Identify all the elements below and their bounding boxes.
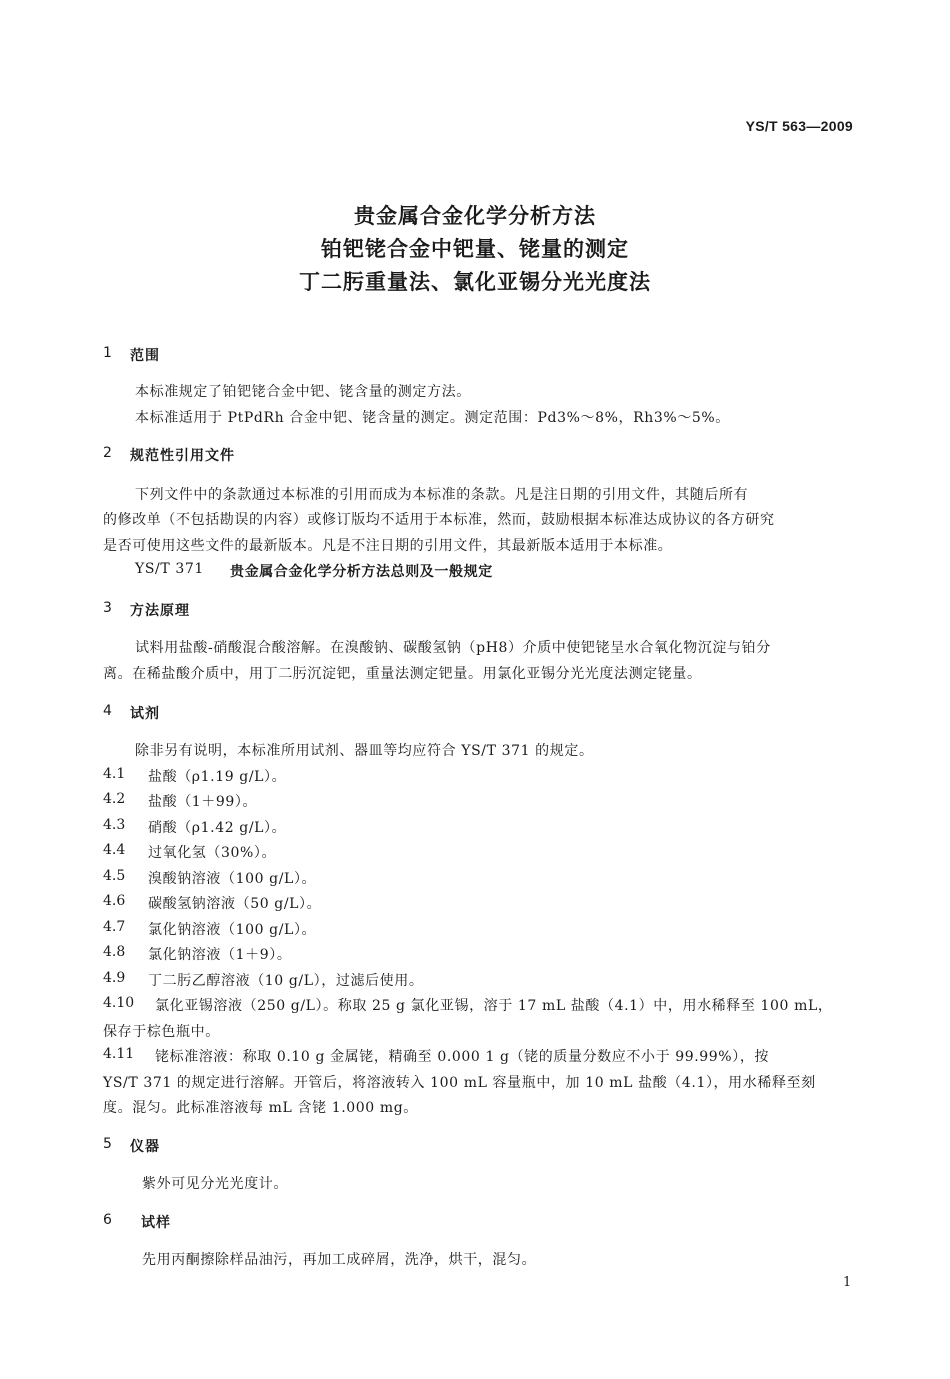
section-1-para-2: 本标准适用于 PtPdRh 合金中钯、铑含量的测定。测定范围：Pd3%～8%，Rh3%～5%。 [135,410,730,426]
section-3-title: 方法原理 [130,603,190,619]
doc-title-line-3: 丁二肟重量法、氯化亚锡分光光度法 [299,270,651,294]
section-6-title: 试样 [141,1215,171,1231]
reagent-text: 碳酸氢钠溶液（50 g/L）。 [148,896,322,912]
reagent-number: 4.7 [103,919,126,935]
reagent-text: 丁二肟乙醇溶液（10 g/L），过滤后使用。 [148,973,424,989]
reagent-number: 4.4 [103,842,126,858]
reagent-4-11-line-1: 铑标准溶液：称取 0.10 g 金属铑，精确至 0.000 1 g（铑的质量分数应不小于 99.99%），按 [155,1049,770,1065]
reagent-4-11-line-3: 度。混匀。此标准溶液每 mL 含铑 1.000 mg。 [103,1100,418,1116]
section-4-number: 4 [103,703,112,719]
section-3-number: 3 [103,600,112,616]
section-1-title: 范围 [130,348,160,364]
reagent-number: 4.1 [103,766,126,782]
reagent-text: 氯化钠溶液（100 g/L）。 [148,922,317,938]
reagent-number: 4.6 [103,893,126,909]
reagent-4-10-line-2: 保存于棕色瓶中。 [103,1024,220,1040]
section-2-line-3: 是否可使用这些文件的最新版本。凡是不注日期的引用文件，其最新版本适用于本标准。 [103,538,673,554]
reagent-text: 硝酸（ρ1.42 g/L）。 [148,820,287,836]
reagent-number: 4.8 [103,944,126,960]
reagent-number: 4.5 [103,868,126,884]
reagent-text: 溴酸钠溶液（100 g/L）。 [148,871,317,887]
reference-title: 贵金属合金化学分析方法总则及一般规定 [230,564,493,580]
reagent-4-11-line-2: YS/T 371 的规定进行溶解。开管后，将溶液转入 100 mL 容量瓶中，加 10 mL 盐酸（4.1），用水稀释至刻 [103,1075,816,1091]
section-2-title: 规范性引用文件 [130,448,235,464]
section-2-number: 2 [103,445,112,461]
doc-title-line-2: 铂钯铑合金中钯量、铑量的测定 [321,237,629,261]
section-5-title: 仪器 [130,1139,160,1155]
reagent-text: 过氧化氢（30%）。 [148,845,277,861]
reagent-number: 4.2 [103,791,126,807]
section-2-line-2: 的修改单（不包括勘误的内容）或修订版均不适用于本标准，然而，鼓励根据本标准达成协议的各方研究 [103,512,775,528]
section-6-para-1: 先用丙酮擦除样品油污，再加工成碎屑，洗净，烘干，混匀。 [142,1252,537,1268]
reagent-number: 4.11 [103,1046,135,1062]
reagent-text: 盐酸（1＋99）。 [148,794,258,810]
page-number: 1 [843,1275,852,1290]
section-4-intro: 除非另有说明，本标准所用试剂、器皿等均应符合 YS/T 371 的规定。 [135,743,594,759]
doc-title-line-1: 贵金属合金化学分析方法 [354,204,596,228]
section-6-number: 6 [103,1212,112,1228]
reagent-4-10-line-1: 氯化亚锡溶液（250 g/L）。称取 25 g 氯化亚锡，溶于 17 mL 盐酸（4.1）中，用水稀释至 100 mL， [155,998,833,1014]
reference-code: YS/T 371 [135,561,204,577]
section-1-para-1: 本标准规定了铂钯铑合金中钯、铑含量的测定方法。 [135,384,471,400]
reagent-text: 盐酸（ρ1.19 g/L）。 [148,769,287,785]
standard-code: YS/T 563—2009 [745,118,853,134]
section-5-number: 5 [103,1136,112,1152]
section-3-line-2: 离。在稀盐酸介质中，用丁二肟沉淀钯，重量法测定钯量。用氯化亚锡分光光度法测定铑量。 [103,666,702,682]
section-3-line-1: 试料用盐酸-硝酸混合酸溶解。在溴酸钠、碳酸氢钠（pH8）介质中使钯铑呈水合氧化物沉淀与铂分 [135,640,771,656]
section-4-title: 试剂 [130,706,160,722]
reagent-number: 4.9 [103,970,126,986]
section-5-para-1: 紫外可见分光光度计。 [142,1176,288,1192]
section-2-line-1: 下列文件中的条款通过本标准的引用而成为本标准的条款。凡是注日期的引用文件，其随后所有 [135,487,749,503]
section-1-number: 1 [103,345,112,361]
reagent-number: 4.10 [103,995,135,1011]
reagent-number: 4.3 [103,817,126,833]
reagent-text: 氯化钠溶液（1＋9）。 [148,947,292,963]
